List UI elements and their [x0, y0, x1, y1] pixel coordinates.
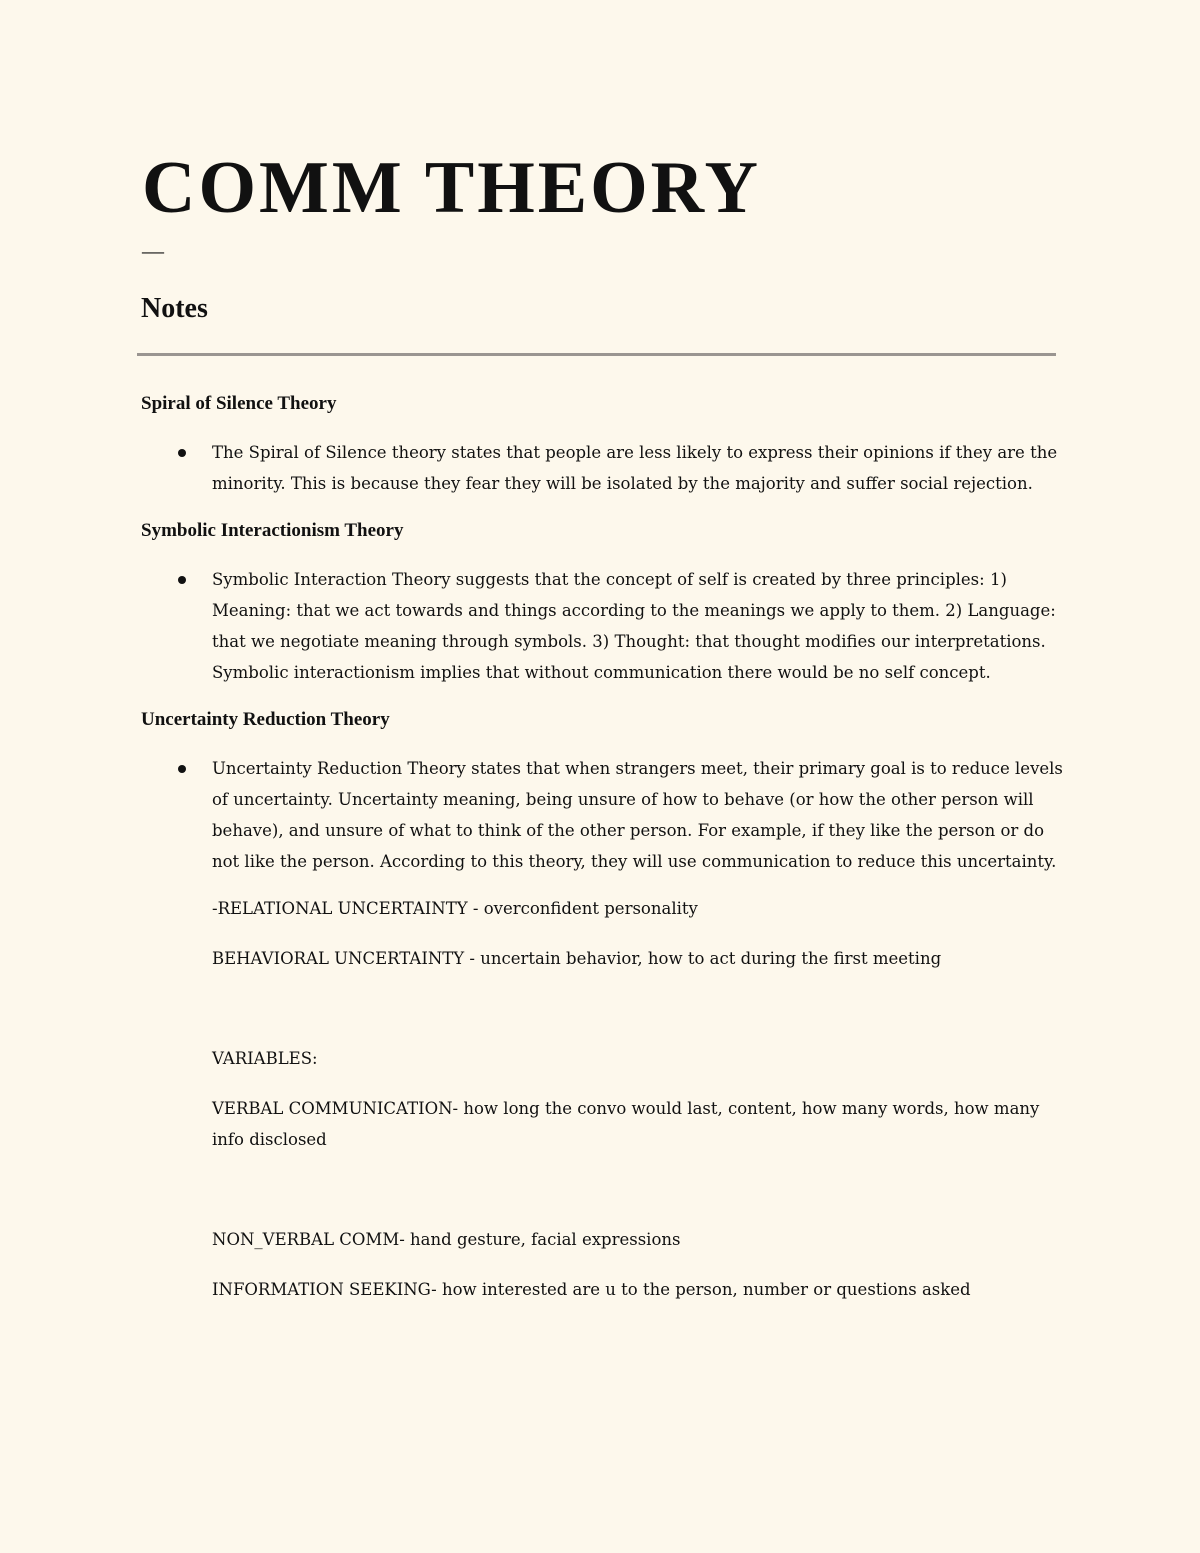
bullet-item [212, 437, 1071, 499]
section-heading-symbolic-interactionism: Symbolic Interactionism Theory [141, 520, 404, 541]
note-variables-label: VARIABLES: [212, 1049, 318, 1068]
note-relational-uncertainty: -RELATIONAL UNCERTAINTY - overconfident personality [212, 899, 698, 918]
note-verbal-communication: VERBAL COMMUNICATION- how long the convo would last, content, how many words, how many info disclosed [212, 1099, 1040, 1149]
section-heading-spiral-of-silence: Spiral of Silence Theory [141, 393, 337, 414]
document-title: COMM THEORY [142, 147, 761, 229]
bullet-dot-icon [178, 765, 186, 773]
document-subtitle: Notes [141, 293, 208, 324]
section-heading-uncertainty-reduction: Uncertainty Reduction Theory [141, 709, 390, 730]
bullet-item [212, 753, 1071, 877]
title-dash: — [142, 238, 164, 263]
horizontal-rule [137, 353, 1056, 356]
bullet-dot-icon [178, 449, 186, 457]
bullet-item [212, 564, 1071, 688]
bullet-text: Uncertainty Reduction Theory states that when strangers meet, their primary goal is to reduce levels of uncertainty. Uncertainty meaning, being unsure of how to behave (or how the other person will behave), and unsure of what to think of the other person. For example, if they like the person or do not like the person. According to this theory, they will use communication to reduce this uncertainty. [212, 759, 1063, 871]
note-information-seeking: INFORMATION SEEKING- how interested are u to the person, number or questions asked [212, 1280, 971, 1299]
bullet-text: Symbolic Interaction Theory suggests that the concept of self is created by three principles: 1) Meaning: that we act towards and things according to the meanings we apply to them. 2) Language: that we negotiate meaning through symbols. 3) Thought: that thought modifies our interpretations. Symbolic interactionism implies that without communication there would be no self concept. [212, 570, 1056, 682]
note-behavioral-uncertainty: BEHAVIORAL UNCERTAINTY - uncertain behavior, how to act during the first meeting [212, 949, 942, 968]
bullet-text: The Spiral of Silence theory states that people are less likely to express their opinions if they are the minority. This is because they fear they will be isolated by the majority and suffer social rejection. [212, 443, 1058, 493]
note-nonverbal-communication: NON_VERBAL COMM- hand gesture, facial expressions [212, 1230, 681, 1249]
bullet-dot-icon [178, 576, 186, 584]
notes-content [141, 388, 1071, 1324]
